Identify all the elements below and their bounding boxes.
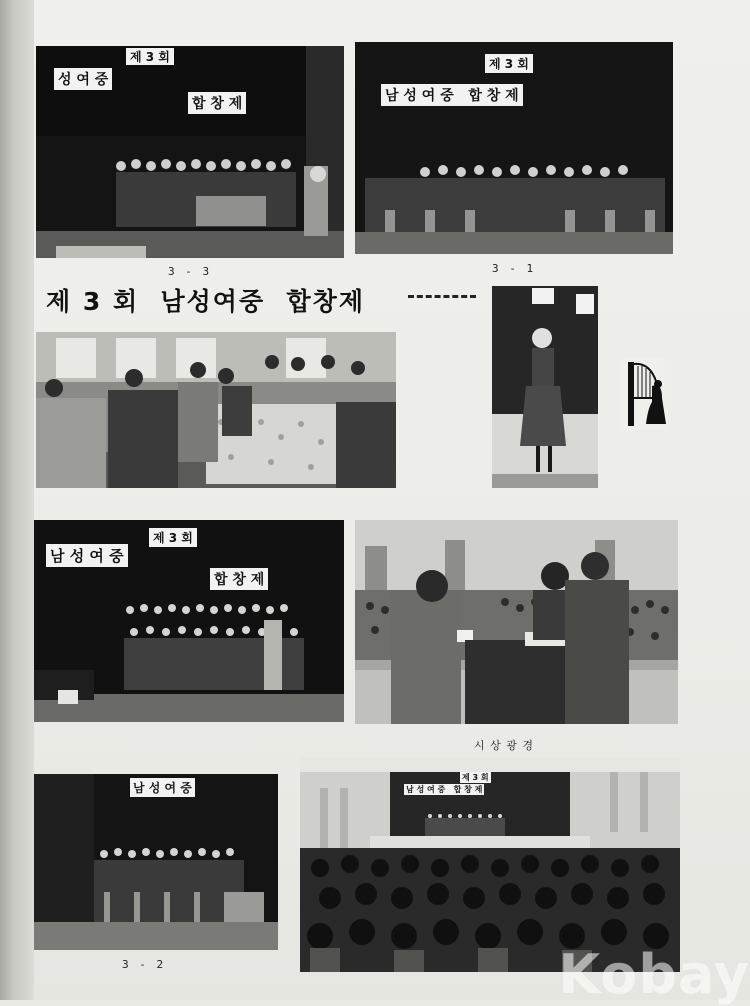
banner-line1: 제 3 회 bbox=[126, 48, 174, 65]
book-spine-shadow bbox=[0, 0, 34, 1000]
photo-soloist bbox=[492, 286, 598, 488]
caption-3-1: 3 - 1 bbox=[492, 262, 536, 275]
photo-choir-banner bbox=[34, 520, 344, 722]
watermark: Kobay bbox=[558, 943, 750, 1006]
banner-line2: 성 여 중 bbox=[54, 68, 112, 90]
banner-line1: 제 3 회 bbox=[149, 528, 197, 547]
banner-line2: 남 성 여 중 합 창 제 bbox=[381, 84, 523, 106]
banner-fragment bbox=[532, 288, 554, 304]
photo-choir-3-1 bbox=[355, 42, 673, 254]
caption-3-3: 3 - 3 bbox=[168, 265, 212, 278]
caption-award-ceremony: 시 상 광 경 bbox=[474, 739, 534, 752]
harp-illustration bbox=[622, 358, 668, 430]
photo-choir-3-2 bbox=[34, 774, 278, 950]
photo-award-ceremony bbox=[355, 520, 678, 724]
banner-line2: 남 성 여 중 bbox=[46, 544, 128, 567]
page-heading: 제 3 회 남성여중 합창제 bbox=[46, 287, 365, 316]
photo-choir-3-3 bbox=[36, 46, 344, 258]
banner-line2: 남 성 여 중 합 창 제 bbox=[406, 785, 483, 794]
photo-judges-table bbox=[36, 332, 396, 488]
photo-auditorium bbox=[300, 758, 680, 972]
banner-line1: 남 성 여 중 bbox=[130, 778, 195, 797]
banner-line1: 제 3 회 bbox=[485, 54, 533, 73]
banner-fragment bbox=[576, 294, 594, 314]
banner-line1: 제 3 회 bbox=[462, 773, 489, 782]
banner-line3: 합 창 제 bbox=[210, 568, 268, 590]
caption-3-2: 3 - 2 bbox=[122, 958, 166, 971]
heading-dash-line bbox=[408, 295, 476, 298]
banner-line3: 합 창 제 bbox=[188, 92, 246, 114]
